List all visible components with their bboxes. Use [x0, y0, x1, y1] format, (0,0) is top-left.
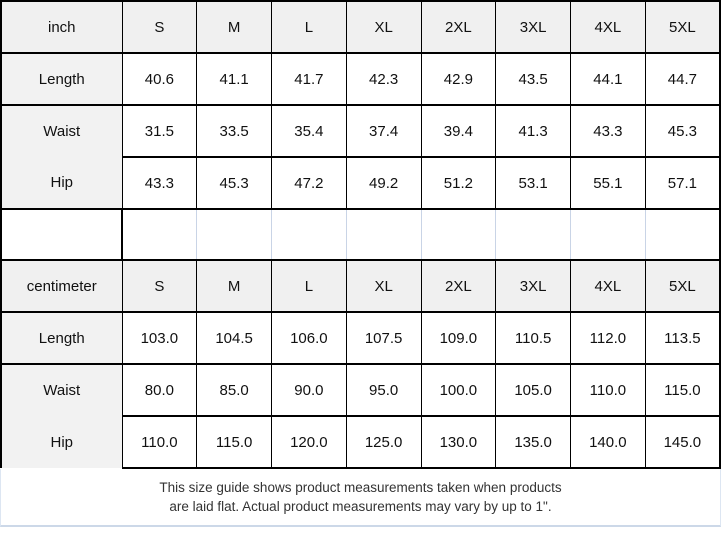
unit-label-inch: inch: [1, 1, 122, 53]
value-cell: 145.0: [645, 416, 720, 468]
size-header-cell: 3XL: [496, 1, 571, 53]
spacer-cell: [645, 209, 720, 260]
size-header-cell: XL: [346, 1, 421, 53]
inch-header-row: [1, 1, 720, 53]
value-cell: 140.0: [571, 416, 646, 468]
value-cell: 95.0: [346, 364, 421, 416]
value-cell: 105.0: [496, 364, 571, 416]
centimeter-header-row: [1, 260, 720, 312]
value-cell: 113.5: [645, 312, 720, 364]
value-cell: 55.1: [571, 157, 646, 209]
value-cell: 43.5: [496, 53, 571, 105]
value-cell: 37.4: [346, 105, 421, 157]
value-cell: 125.0: [346, 416, 421, 468]
value-cell: 106.0: [272, 312, 347, 364]
spacer-cell: [346, 209, 421, 260]
value-cell: 41.1: [197, 53, 272, 105]
inch-length-row: [1, 53, 720, 105]
row-label: Length: [1, 53, 122, 105]
value-cell: 42.9: [421, 53, 496, 105]
value-cell: 120.0: [272, 416, 347, 468]
value-cell: 43.3: [571, 105, 646, 157]
size-header-cell: L: [272, 260, 347, 312]
value-cell: 90.0: [272, 364, 347, 416]
value-cell: 39.4: [421, 105, 496, 157]
footer-note: [0, 469, 721, 527]
value-cell: 115.0: [197, 416, 272, 468]
unit-label-centimeter: centimeter: [1, 260, 122, 312]
value-cell: 57.1: [645, 157, 720, 209]
value-cell: 41.7: [272, 53, 347, 105]
value-cell: 103.0: [122, 312, 197, 364]
inch-waist-row: [1, 105, 720, 157]
value-cell: 41.3: [496, 105, 571, 157]
value-cell: 107.5: [346, 312, 421, 364]
size-header-cell: 4XL: [571, 260, 646, 312]
value-cell: 115.0: [645, 364, 720, 416]
spacer-cell: [272, 209, 347, 260]
value-cell: 45.3: [645, 105, 720, 157]
size-header-cell: 4XL: [571, 1, 646, 53]
footer-note-line1: This size guide shows product measurements taken when products: [159, 479, 562, 495]
size-header-cell: 2XL: [421, 1, 496, 53]
spacer-cell: [571, 209, 646, 260]
row-label: Hip: [1, 157, 122, 209]
value-cell: 110.0: [122, 416, 197, 468]
cm-hip-row: [1, 416, 720, 468]
spacer-cell: [122, 209, 197, 260]
value-cell: 47.2: [272, 157, 347, 209]
spacer-cell: [1, 209, 122, 260]
value-cell: 110.5: [496, 312, 571, 364]
value-cell: 130.0: [421, 416, 496, 468]
size-header-cell: S: [122, 1, 197, 53]
cm-length-row: [1, 312, 720, 364]
inch-hip-row: [1, 157, 720, 209]
footer-note-line2: are laid flat. Actual product measurements may vary by up to 1".: [169, 499, 552, 514]
value-cell: 80.0: [122, 364, 197, 416]
cm-waist-row: [1, 364, 720, 416]
row-label: Hip: [1, 416, 122, 468]
spacer-cell: [421, 209, 496, 260]
size-header-cell: 5XL: [645, 1, 720, 53]
value-cell: 104.5: [197, 312, 272, 364]
value-cell: 44.1: [571, 53, 646, 105]
value-cell: 112.0: [571, 312, 646, 364]
value-cell: 44.7: [645, 53, 720, 105]
value-cell: 45.3: [197, 157, 272, 209]
size-header-cell: S: [122, 260, 197, 312]
spacer-cell: [496, 209, 571, 260]
value-cell: 85.0: [197, 364, 272, 416]
value-cell: 135.0: [496, 416, 571, 468]
value-cell: 109.0: [421, 312, 496, 364]
size-header-cell: M: [197, 260, 272, 312]
size-header-cell: 5XL: [645, 260, 720, 312]
row-label: Waist: [1, 364, 122, 416]
value-cell: 35.4: [272, 105, 347, 157]
size-header-cell: L: [272, 1, 347, 53]
spacer-row: [1, 209, 720, 260]
value-cell: 31.5: [122, 105, 197, 157]
value-cell: 33.5: [197, 105, 272, 157]
row-label: Waist: [1, 105, 122, 157]
size-header-cell: 3XL: [496, 260, 571, 312]
value-cell: 40.6: [122, 53, 197, 105]
value-cell: 53.1: [496, 157, 571, 209]
row-label: Length: [1, 312, 122, 364]
size-header-cell: M: [197, 1, 272, 53]
size-header-cell: XL: [346, 260, 421, 312]
value-cell: 49.2: [346, 157, 421, 209]
value-cell: 100.0: [421, 364, 496, 416]
value-cell: 51.2: [421, 157, 496, 209]
value-cell: 110.0: [571, 364, 646, 416]
size-header-cell: 2XL: [421, 260, 496, 312]
value-cell: 42.3: [346, 53, 421, 105]
spacer-cell: [197, 209, 272, 260]
value-cell: 43.3: [122, 157, 197, 209]
